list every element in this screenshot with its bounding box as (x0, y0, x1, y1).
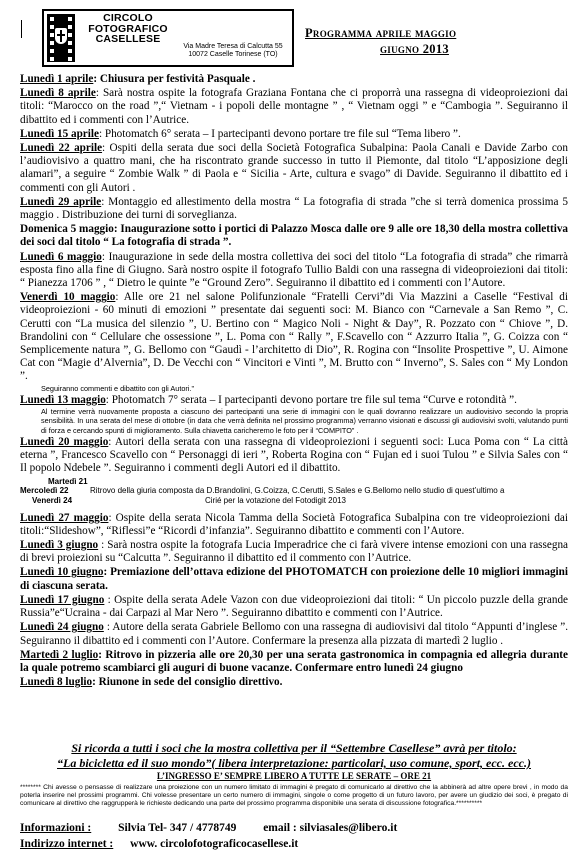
address-line: Via Madre Teresa di Calcutta 55 (183, 43, 283, 50)
event-item (20, 196, 568, 222)
event-date: Lunedì 13 maggio (20, 393, 106, 406)
event-item (20, 436, 568, 476)
event-text: : Premiazione dell’ottava edizione del PHOTOMATCH con proiezione delle 10 migliori immagini di ciascuna serata. (20, 566, 568, 592)
contact-info (20, 822, 568, 834)
event-date: Lunedì 8 luglio (20, 676, 93, 689)
exhibition-theme-line: “La bicicletta ed il suo mondo”( libera interpretazione: particolari, uso comune, sport, ecc. ecc.) (57, 756, 531, 770)
event-date: Lunedì 20 maggio (20, 436, 109, 449)
website-label: Indirizzo internet : (20, 838, 114, 850)
website-info (20, 838, 568, 850)
event-item (20, 87, 568, 127)
event-date: Lunedì 29 aprile (20, 195, 102, 208)
event-text: : Ospite della serata Adele Vazon con due videoproiezioni dai titoli: “ Un piccolo puzzle della grande Russia”e“Ucraina - dai Carpazi al Mar Nero ”. Seguiranno dibattito e commenti con l’Autrice. (20, 593, 569, 620)
event-date: Lunedì 17 giugno (20, 593, 105, 606)
jury-date: Venerdì 24 (32, 495, 73, 505)
address-line: 10072 Caselle Torinese (TO) (188, 51, 278, 58)
event-item (20, 223, 568, 249)
contact-email[interactable]: email : silviasales@libero.it (263, 822, 398, 834)
event-item (20, 128, 568, 141)
exhibition-note-line: Si ricorda a tutti i soci che la mostra collettiva per il “Settembre Casellese” avrà per titolo: (71, 741, 517, 755)
event-item (20, 394, 568, 407)
event-item (20, 291, 568, 383)
exhibition-theme (20, 756, 568, 771)
event-date: Lunedì 10 giugno (20, 566, 104, 579)
event-item (20, 142, 568, 195)
event-date: Lunedì 22 aprile (20, 142, 103, 155)
club-name-line: CASELLESE (95, 33, 161, 45)
jury-date: Mercoledì 22 (20, 485, 69, 495)
contact-phone: Silvia Tel- 347 / 4778749 (118, 822, 237, 834)
club-logo (42, 9, 294, 67)
event-text: : Riunone in sede del consiglio direttivo. (92, 676, 283, 689)
event-date: Lunedì 15 aprile (20, 127, 99, 140)
event-text: : Autore della serata Gabriele Bellomo con una rassegna di audiovisivi dal titolo “Appunti d’inglese ”. Seguiranno il dibattito ed i commenti con l’Autore. Confermare la presenza alla pizzata di martedì 2 luglio . (20, 621, 568, 647)
event-text: : Inaugurazione sotto i portici di Palazzo Mosca dalle ore 9 alle ore 18,30 della mostra collettiva dei soci dal titolo “ La fotografia di strada ”. (20, 223, 569, 249)
event-text: : Photomatch 7° serata – I partecipanti devono portare tre file sul tema “Curve e rotondità ”. (105, 393, 517, 406)
event-item (20, 512, 568, 538)
event-date: Lunedì 6 maggio (20, 250, 102, 263)
event-text: : Sarà nostra ospite la fotografa Graziana Fontana che ci proporrà una rassegna di videoproiezioni dai titoli: “Marocco on the road ”,“ Vietnam - i popoli delle montagne ” , “ Vietnam oggi ” e “Cambogia ”. Seguiranno il dibattito ed i commenti con l’Autrice. (20, 87, 569, 126)
event-item (20, 594, 568, 620)
club-name-line: FOTOGRAFICO (88, 22, 168, 35)
events-list (20, 73, 568, 690)
event-item (20, 566, 568, 592)
entry-notice: L’INGRESSO E’ SEMPRE LIBERO A TUTTE LE SERATE – ORE 21 (156, 771, 432, 781)
club-name-line: CIRCOLO (103, 12, 153, 24)
text-cursor (21, 20, 22, 38)
event-item (20, 649, 568, 675)
event-item (20, 539, 568, 565)
film-strip-icon (47, 14, 75, 62)
footnote: ******** Chi avesse o pensasse di realizzare una proiezione con un numero limitato di immagini è pregato di comunicarlo al direttivo che la abbinerà ad altre opere brevi , in modo da poterla inserire nel prossimi programmi. Chi volesse presentare un certo numero di immagini, singole o come progetto di un futuro lavoro, per avere un giudizio dei soci, è pregato di comunicare al direttivo che raggrupperà le richieste dedicando una parte del prossimo programma disponibile una serata di discussione fotografica.********** (20, 784, 568, 807)
club-address (174, 43, 292, 59)
exhibition-note (20, 741, 568, 756)
jury-text: Ritrovo della giuria composta da D.Brandolini, G.Coizza, C.Cerutti, S.Sales e G.Bellomo nello studio di quest’ultimo a (90, 485, 505, 495)
event-date: Martedì 2 luglio (20, 648, 99, 661)
programme-subtitle: giugno 2013 (380, 42, 449, 56)
event-date: Lunedì 3 giugno (20, 539, 99, 552)
event-date: Lunedì 24 giugno (20, 621, 104, 634)
event-text: : Sarà nostra ospite la fotografa Lucia Imperadrice che ci farà vivere intense emozioni con una rassegna di brevi proiezioni su “Calcutta ”. Seguiranno il dibattito ed il commento con l’Autrice. (20, 539, 568, 565)
event-text: : Inaugurazione in sede della mostra collettiva dei soci del titolo “La fotografia di strada” che rimarrà esposta fino alla fine di Giugno. Sarà nostro ospite il fotografo Tullio Baldi con una rassegna di videoproiezioni dai titoli: “ Pianezza 1706 ” , “ Dietro le quinte ”e “Ground Zero”. Seguiranno il dibattito ed i commenti con l’Autore. (20, 250, 568, 290)
event-item (20, 676, 568, 689)
event-text: : Ritrovo in pizzeria alle ore 20,30 per una serata gastronomica in compagnia ed allegria durante la quale potremo scambiarci gli auguri di buone vacanze. Confermare entro lunedì 24 giugno (20, 648, 568, 674)
event-note: Seguiranno commenti e dibattito con gli Autori.” (41, 383, 194, 393)
event-item (20, 251, 568, 291)
header (20, 6, 570, 72)
event-text: : Autori della serata con una rassegna di videoproiezioni i seguenti soci: Luca Poma con “ La città eterna ”, Francesco Scavello con “ Personaggi di ieri ”, Roberta Rogina con “ Fujan ed i suoi Tulou ” e Silvia Sales con “ Il popolo Ndebele ”. Seguiranno i commenti degli Autori ed il dibattito. (20, 436, 568, 475)
event-note: Al termine verrà nuovamente proposta a ciascuno dei partecipanti una serie di immagini con le quali dovranno realizzare un audiovisivo secondo la propria sensibilità. In una serata del mese di ottobre (in data che verrà definita nel prossimo programma) verranno visionati e discussi gli audiovisivi svolti, valutando punti di forza e cercando spunti di miglioramento. Sulla chiavetta caricheremo le foto per il “COMPITO” . (41, 407, 568, 435)
jury-date: Martedì 21 (48, 476, 88, 486)
event-item (20, 73, 568, 86)
event-date: Venerdì 10 maggio (20, 291, 116, 304)
event-date: Lunedì 8 aprile (20, 87, 96, 100)
event-text: : Alle ore 21 nel salone Polifunzionale “Fratelli Cervi”di Via Mazzini a Caselle “Festival di videoproiezioni - 60 minuti di emozioni ” presentate dai seguenti soci: M. Bianco con “Carnevale a San Remo ”, C. Cerutti con “La musica del silenzio ”, U. Bertino con “ Magico Noli - Night & Day”, R. Pozzato con “ Chiove ”, D. Brandolini con “ Cellulare che ossessione ”, L. Poma con “ Rally ”, F.Scavello con “ Azzurro Italia ”, G. Coizza con “ Semplicemente natura ”, G. Bellomo con “Gaudì - l’architetto di Dio”, R. Rogina con “Insolite Prospettive ”, U. Aimone Cat con “Magie d’Alvernia”, D. De Vecchi con “ Vincitori e Vinti ”, M. Brutto con “ Inverno”, S. Sales con “ My London ”. (20, 291, 568, 383)
event-text: : Ospite della serata Nicola Tamma della Società Fotografica Subalpina con tre videoproiezioni dai titoli:“Slideshow”, “Riflessi”e “Ricordi d’infanzia”. Seguiranno dibattito e commenti con l’Autore. (20, 511, 568, 537)
club-name (84, 13, 172, 45)
crest-icon (55, 28, 67, 44)
event-date: Lunedì 27 maggio (20, 511, 109, 524)
event-item (20, 621, 568, 647)
jury-text: Cirié per la votazione del Fotodigit 2013 (205, 495, 346, 505)
jury-dates (20, 476, 568, 512)
website-link[interactable]: www. circolofotograficocasellese.it (130, 838, 299, 850)
event-text: : Montaggio ed allestimento della mostra “ La fotografia di strada ”che si terrà domenica prossima 5 maggio . Distribuzione dei turni di sorveglianza. (20, 195, 568, 222)
event-text: : Photomatch 6° serata – I partecipanti devono portare tre file sul “Tema libero ”. (98, 127, 461, 140)
event-date: Domenica 5 maggio (20, 223, 114, 236)
programme-title: Programma aprile maggio (305, 26, 457, 40)
contact-label: Informazioni : (20, 822, 92, 834)
event-text: : Ospiti della serata due soci della Società Fotografica Subalpina: Paola Canali e Davide Zarbo con l’audiovisivo a quattro mani, che ha riscontrato grande successo in tutto il Piemonte, dal titolo “L’apposizione degli alamari”, a seguire “ Zombie Walk ” di Paola e “ Sicilia - Arte, cultura e svago” di Davide. Seguiranno il dibattito ed i commenti con gli Autori . (20, 142, 568, 194)
event-text: : Chiusura per festività Pasquale . (93, 73, 256, 85)
event-date: Lunedì 1 aprile (20, 73, 94, 85)
